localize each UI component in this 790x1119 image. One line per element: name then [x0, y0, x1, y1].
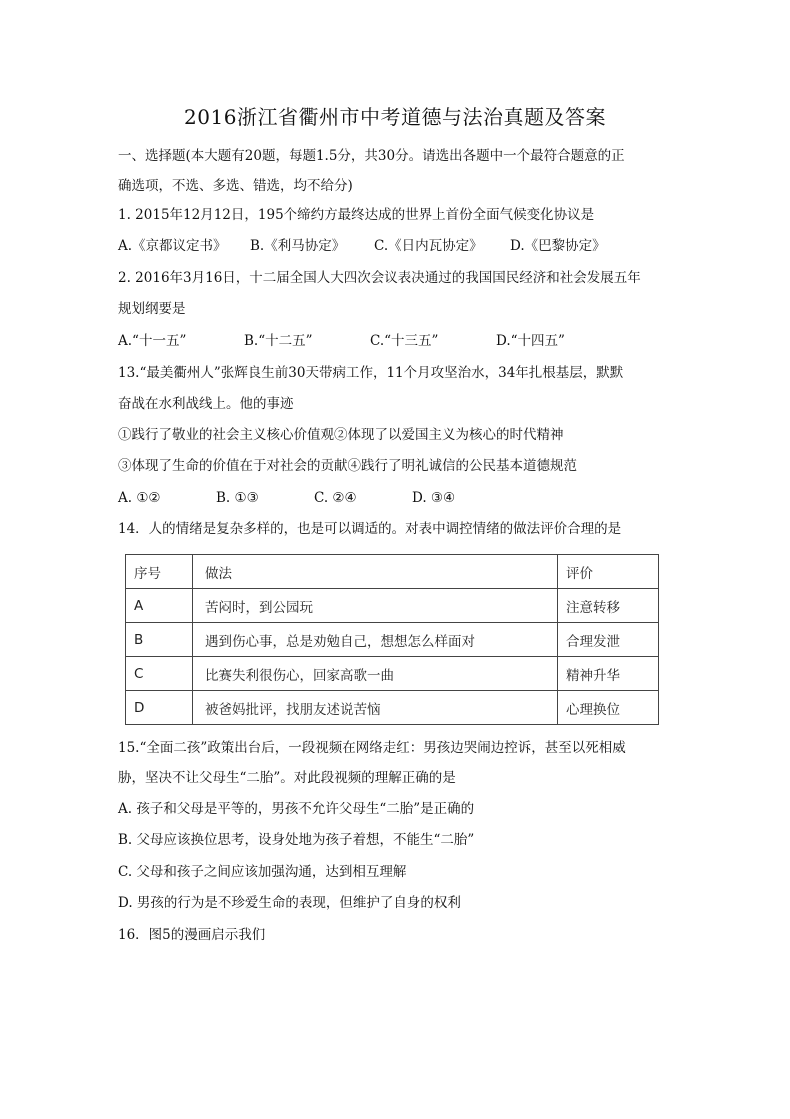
table-header-method: 做法 [193, 555, 558, 589]
question-13-option-a: A. ①② [118, 490, 161, 506]
question-15-stem-line1: 15.“全面二孩”政策出台后，一段视频在网络走红：男孩边哭闹边控诉，甚至以死相威 [118, 740, 626, 756]
table-cell-number: B [126, 623, 193, 657]
table-cell-number: D [126, 691, 193, 725]
question-1-option-a: A.《京都议定书》 [118, 238, 227, 254]
table-row [126, 589, 659, 623]
question-13-item-line2: ③体现了生命的价值在于对社会的贡献④践行了明礼诚信的公民基本道德规范 [118, 458, 577, 474]
question-2-stem-line2: 规划纲要是 [118, 301, 186, 317]
table-cell-evaluation: 精神升华 [558, 657, 659, 691]
question-2-option-d: D.“十四五” [496, 333, 565, 349]
table-cell-evaluation: 注意转移 [558, 589, 659, 623]
emotion-evaluation-table [125, 554, 659, 725]
question-15-option-a: A. 孩子和父母是平等的，男孩不允许父母生“二胎”是正确的 [118, 801, 475, 817]
table-cell-number: C [126, 657, 193, 691]
question-2-option-c: C.“十三五” [370, 333, 439, 349]
page-title: 2016浙江省衢州市中考道德与法治真题及答案 [184, 105, 606, 129]
question-15-stem-line2: 胁，坚决不让父母生“二胎”。对此段视频的理解正确的是 [118, 770, 456, 786]
table-cell-method: 比赛失利很伤心，回家高歌一曲 [193, 657, 558, 691]
table-cell-evaluation: 合理发泄 [558, 623, 659, 657]
question-15-option-b: B. 父母应该换位思考，设身处地为孩子着想，不能生“二胎” [118, 832, 475, 848]
question-2-option-a: A.“十一五” [118, 333, 187, 349]
question-2-stem-line1: 2. 2016年3月16日，十二届全国人大四次会议表决通过的我国国民经济和社会发展五年 [118, 270, 641, 286]
table-cell-evaluation: 心理换位 [558, 691, 659, 725]
table-row [126, 691, 659, 725]
question-1-option-d: D.《巴黎协定》 [510, 238, 606, 254]
question-15-option-d: D. 男孩的行为是不珍爱生命的表现，但维护了自身的权利 [118, 895, 461, 911]
question-13-option-b: B. ①③ [216, 490, 259, 506]
question-1-option-c: C.《日内瓦协定》 [374, 238, 483, 254]
question-13-option-d: D. ③④ [412, 490, 456, 506]
table-row [126, 623, 659, 657]
table-header-evaluation: 评价 [558, 555, 659, 589]
question-13-stem-line2: 奋战在水利战线上。他的事迹 [118, 396, 294, 412]
question-1-option-b: B.《利马协定》 [250, 238, 346, 254]
table-header-number: 序号 [126, 555, 193, 589]
question-16-stem: 16．图5的漫画启示我们 [118, 927, 266, 943]
question-13-stem-line1: 13.“最美衢州人”张辉良生前30天带病工作，11个月攻坚治水，34年扎根基层，默默 [118, 365, 624, 381]
question-13-option-c: C. ②④ [314, 490, 357, 506]
table-row [126, 657, 659, 691]
table-cell-method: 遇到伤心事，总是劝勉自己，想想怎么样面对 [193, 623, 558, 657]
table-cell-method: 苦闷时，到公园玩 [193, 589, 558, 623]
question-1-stem: 1. 2015年12月12日，195个缔约方最终达成的世界上首份全面气候变化协议是 [118, 207, 595, 223]
question-13-item-line1: ①践行了敬业的社会主义核心价值观②体现了以爱国主义为核心的时代精神 [118, 427, 564, 443]
section-instructions-line2: 确选项，不选、多选、错选，均不给分) [118, 178, 353, 194]
table-cell-method: 被爸妈批评，找朋友述说苦恼 [193, 691, 558, 725]
section-instructions-line1: 一、选择题(本大题有20题，每题1.5分，共30分。请选出各题中一个最符合题意的正 [118, 148, 625, 164]
table-header-row [126, 555, 659, 589]
question-15-option-c: C. 父母和孩子之间应该加强沟通，达到相互理解 [118, 864, 407, 880]
question-14-stem: 14．人的情绪是复杂多样的，也是可以调适的。对表中调控情绪的做法评价合理的是 [118, 521, 622, 537]
table-cell-number: A [126, 589, 193, 623]
question-2-option-b: B.“十二五” [244, 333, 313, 349]
